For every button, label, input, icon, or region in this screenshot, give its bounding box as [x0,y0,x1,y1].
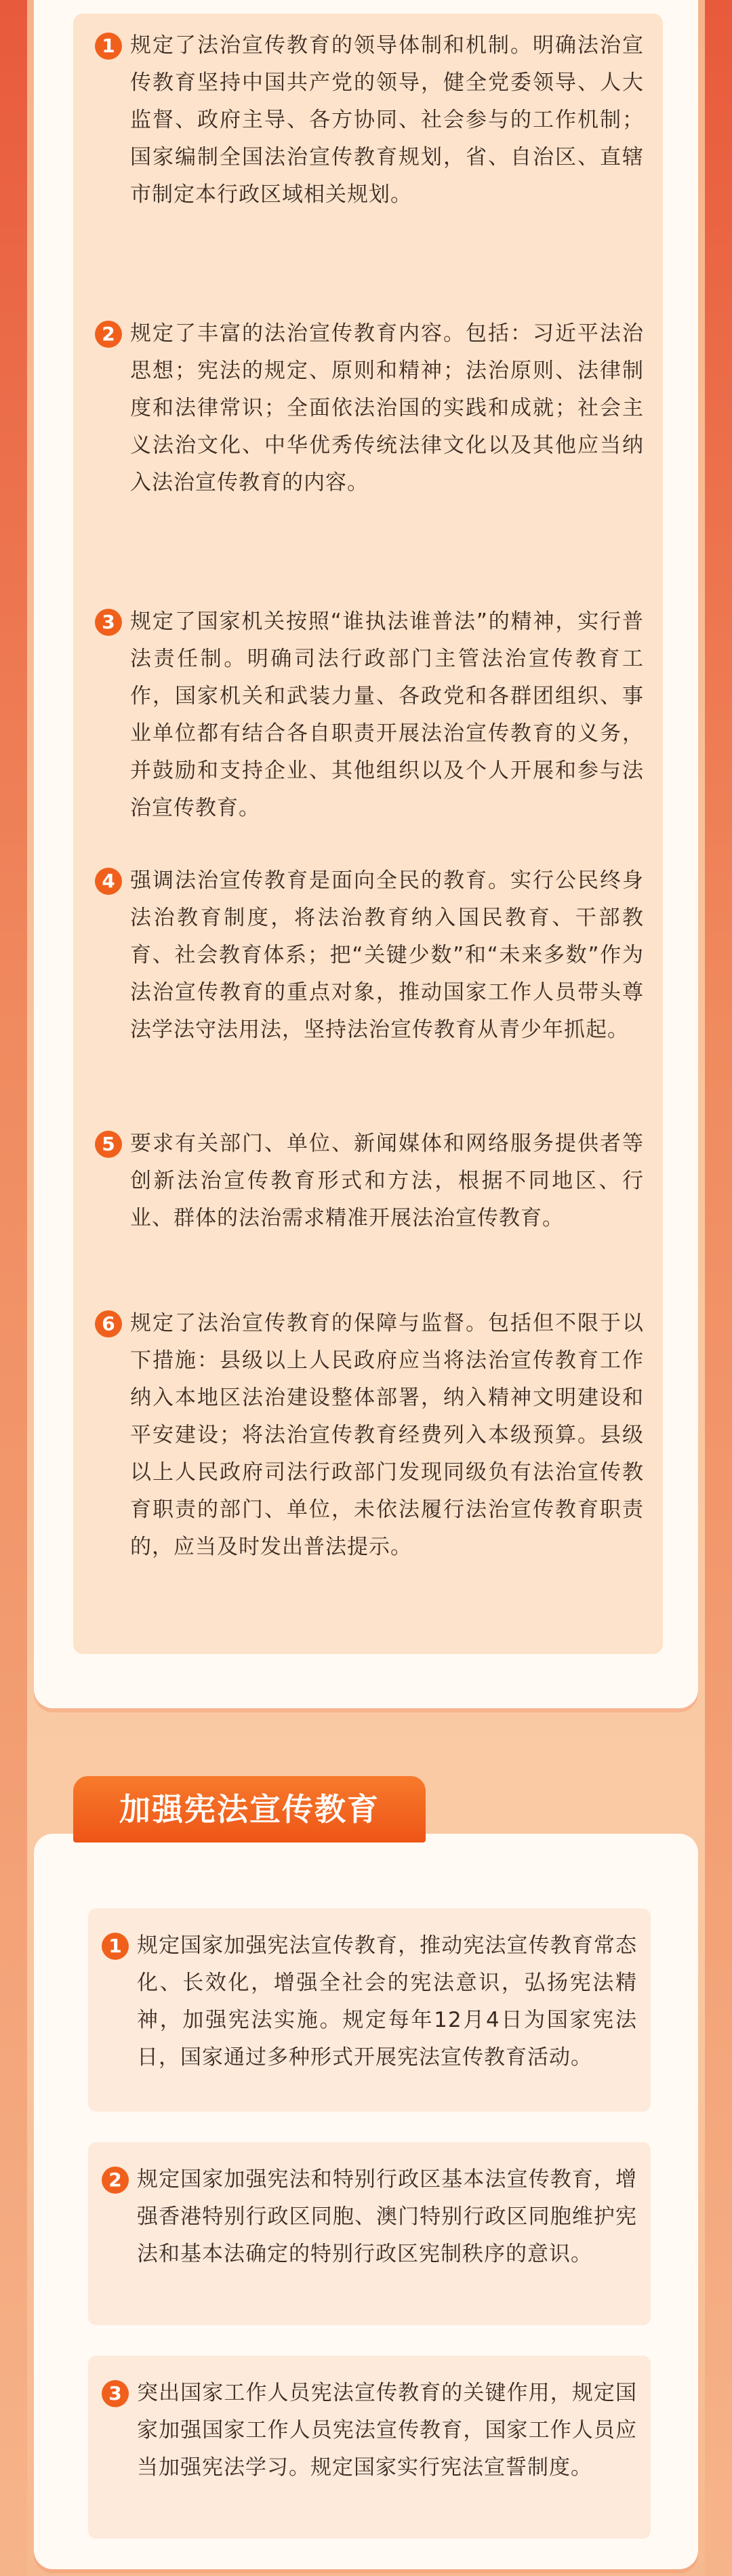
item-text: 要求有关部门、单位、新闻媒体和网络服务提供者等创新法治宣传教育形式和方法，根据不同地区、行业、群体的法治需求精准开展法治宣传教育。 [130,1131,644,1230]
item-box [88,2142,651,2325]
item-number-badge: 6 [95,1310,122,1337]
item-text: 强调法治宣传教育是面向全民的教育。实行公民终身法治教育制度，将法治教育纳入国民教育、干部教育、社会教育体系；把“关键少数”和“未来多数”作为法治宣传教育的重点对象，推动国家工作人员带头尊法学法守法用法，坚持法治宣传教育从青少年抓起。 [130,868,644,1042]
item-text: 突出国家工作人员宪法宣传教育的关键作用，规定国家加强国家工作人员宪法宣传教育，国家工作人员应当加强宪法学习。规定国家实行宪法宣誓制度。 [137,2381,637,2480]
item-number-badge: 2 [95,321,122,348]
right-edge-decoration [705,0,732,2576]
list-item [95,315,644,502]
list-item [95,862,644,1049]
list-item [102,1927,637,2076]
left-edge-decoration [0,0,27,2576]
item-number-badge: 2 [102,2167,129,2194]
item-box [88,1908,651,2112]
item-number-badge: 1 [102,1933,129,1960]
list-item [95,1125,644,1237]
item-number-badge: 1 [95,33,122,60]
section-title: 加强宪法宣传教育 [73,1776,426,1843]
list-item [95,27,644,214]
item-text: 规定国家加强宪法宣传教育，推动宪法宣传教育常态化、长效化，增强全社会的宪法意识，弘扬宪法精神，加强宪法实施。规定每年12月4日为国家宪法日，国家通过多种形式开展宪法宣传教育活动。 [137,1933,637,2070]
item-text: 规定了法治宣传教育的保障与监督。包括但不限于以下措施：县级以上人民政府应当将法治宣传教育工作纳入本地区法治建设整体部署，纳入精神文明建设和平安建设；将法治宣传教育经费列入本级预算。县级以上人民政府司法行政部门发现同级负有法治宣传教育职责的部门、单位，未依法履行法治宣传教育职责的，应当及时发出普法提示。 [130,1311,644,1559]
list-item [95,603,644,827]
item-number-badge: 3 [102,2380,129,2407]
item-text: 规定了法治宣传教育的领导体制和机制。明确法治宣传教育坚持中国共产党的领导，健全党委领导、人大监督、政府主导、各方协同、社会参与的工作机制；国家编制全国法治宣传教育规划，省、自治区、直辖市制定本行政区域相关规划。 [130,33,644,207]
item-number-badge: 3 [95,609,122,636]
item-number-badge: 4 [95,868,122,895]
list-item [102,2161,637,2273]
section-card-constitution [34,1834,698,2569]
section-card-main [34,0,698,1708]
item-text: 规定了国家机关按照“谁执法谁普法”的精神，实行普法责任制。明确司法行政部门主管法治宣传教育工作，国家机关和武装力量、各政党和各群团组织、事业单位都有结合各自职责开展法治宣传教育的义务，并鼓励和支持企业、其他组织以及个人开展和参与法治宣传教育。 [130,609,644,820]
list-item [102,2375,637,2487]
section-card-content [73,14,663,1654]
item-number-badge: 5 [95,1131,122,1158]
list-item [95,1305,644,1566]
item-text: 规定了丰富的法治宣传教育内容。包括：习近平法治思想；宪法的规定、原则和精神；法治原则、法律制度和法律常识；全面依法治国的实践和成就；社会主义法治文化、中华优秀传统法律文化以及其他应当纳入法治宣传教育的内容。 [130,321,644,495]
item-box [88,2356,651,2539]
item-text: 规定国家加强宪法和特别行政区基本法宣传教育，增强香港特别行政区同胞、澳门特别行政区同胞维护宪法和基本法确定的特别行政区宪制秩序的意识。 [137,2167,637,2266]
